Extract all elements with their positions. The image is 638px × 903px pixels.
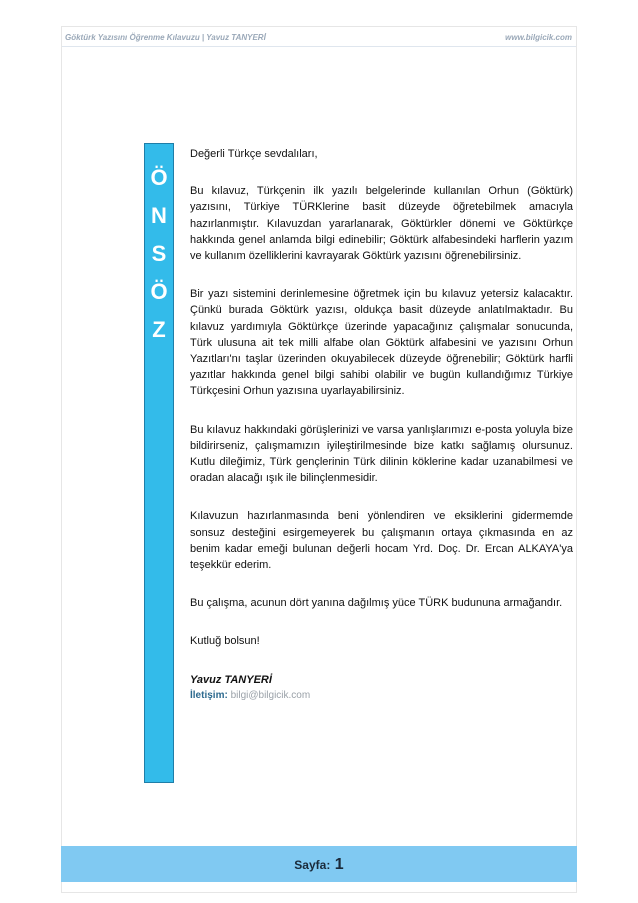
page-label: Sayfa: xyxy=(294,858,331,872)
greeting: Değerli Türkçe sevdalıları, xyxy=(190,148,318,160)
paragraph: Kılavuzun hazırlanmasında beni yönlendiren ve eksiklerini gidermemde sonsuz desteğini esirgemeyerek bu çalışmanın ortaya çıkmasında en az benim kadar emeği bulunan değerli hocam Yrd. Doç. Dr. Ercan ALKAYA'ya teşekkür ederim. xyxy=(190,510,573,572)
sidebar-letter: Ö xyxy=(150,279,168,304)
paragraph: Bu kılavuz hakkındaki görüşlerinizi ve varsa yanlışlarımızı e-posta yoluyla bize bildirirseniz, çalışmamızın iyileştirilmesinde bize katkı sağlamış olursunuz. Kutlu dileğimiz, Türk gençlerinin Türk dilinin köklerine kadar uzanabilmesi ve oradan alacağı ışık ile bilinçlenmesidir. xyxy=(190,423,573,485)
contact-line xyxy=(190,688,573,704)
page-number: 1 xyxy=(334,856,344,873)
paragraph: Bu çalışma, acunun dört yanına dağılmış yüce TÜRK budununa armağandır. xyxy=(190,597,563,610)
page-number-line xyxy=(61,856,577,874)
header-divider xyxy=(62,46,576,47)
header-website: www.bilgicik.com xyxy=(505,33,572,42)
section-sidebar xyxy=(144,143,174,783)
closing-line: Kutluğ bolsun! xyxy=(190,635,260,648)
contact-label: İletişim: xyxy=(190,689,228,701)
preface-content xyxy=(190,146,573,704)
paragraph: Bir yazı sistemini derinlemesine öğretmek için bu kılavuz yetersiz kalacaktır. Çünkü burada Göktürk yazısı, oldukça basit düzeyde anlatılmaktadır. Bu kılavuz yardımıyla Göktürkçe üzerinde yapacağınız çalışmalar sonucunda, Türk ulusuna ait tek milli alfabe olan Göktürk alfabesini ve yazısını Orhun Yazıtları'nı taşlar üzerinden okuyabilecek düzeyde öğrenebilir; Göktürk harfli yazıtlar hakkında genel bilgi sahibi olabilir ve bugün kullandığımız Türkiye Türkçesini Orhun yazısına uyarlayabilirsiniz. xyxy=(190,288,573,398)
header-title: Göktürk Yazısını Öğrenme Kılavuzu | Yavuz TANYERİ xyxy=(65,33,266,42)
sidebar-letter: Z xyxy=(152,317,166,342)
page-footer xyxy=(61,846,577,882)
author-signature: Yavuz TANYERİ xyxy=(190,673,272,686)
paragraph: Bu kılavuz, Türkçenin ilk yazılı belgelerinde kullanılan Orhun (Göktürk) yazısını, Türkiye TÜRKlerine basit düzeyde öğretebilmek amacıyla hazırlanmıştır. Kılavuzdan yararlanarak, Göktürkler dönemi ve Göktürkçe hakkında genel anlamda bilgi edinebilir; Göktürk alfabesindeki harflerin yazım ve kullanım özelliklerini kavrayarak Göktürk yazısını öğrenebilirsiniz. xyxy=(190,185,573,263)
sidebar-letter: S xyxy=(151,241,167,266)
contact-email: bilgi@bilgicik.com xyxy=(230,689,311,701)
sidebar-letter: N xyxy=(151,203,167,228)
sidebar-letter: Ö xyxy=(150,165,168,190)
